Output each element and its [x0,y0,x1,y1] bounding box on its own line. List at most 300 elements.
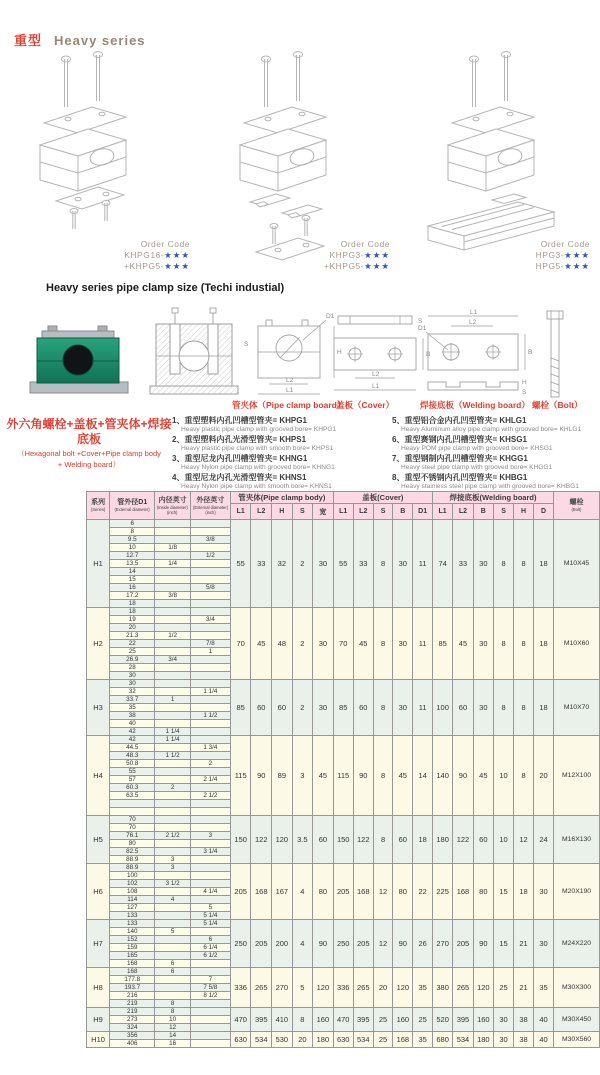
value-cell: 270 [272,968,293,1008]
value-cell: 45 [313,736,334,816]
dim-label: L2 [372,371,380,378]
clamp-cross-section-drawing [148,306,240,406]
header-pipe-clamp-body-group: 管夹体(Pipe clamp body) [230,492,333,504]
value-cell: 8 [373,680,393,736]
dim-label: S [418,318,423,325]
inch-inside-cell [155,936,190,944]
inch-outside-cell [190,808,230,816]
diameter-cell: 193.7 [110,984,155,992]
value-cell: 410 [272,1008,293,1032]
value-cell: 205 [353,920,373,968]
inch-inside-cell: 3 1/2 [155,880,190,888]
col-header: S [292,504,312,520]
value-cell: 265 [453,968,473,1008]
order-code-text: +KHPG5- [324,261,365,271]
header-outer-diameter: 管外径D1 (External diameter) [110,492,155,520]
caption-welding-board: 焊接底板（Welding board） [420,400,530,410]
value-cell: 150 [230,816,251,864]
value-cell: 60 [272,680,293,736]
table-row [87,920,600,928]
inch-outside-cell [190,576,230,584]
inch-outside-cell [190,872,230,880]
value-cell: 4 [292,864,312,920]
inch-inside-cell: 4 [155,896,190,904]
inch-inside-cell [155,664,190,672]
diameter-cell: 14 [110,568,155,576]
order-code-text: KHPG3- [329,250,365,260]
inch-inside-cell: 1 1/2 [155,752,190,760]
value-cell: 74 [432,520,452,608]
inch-inside-cell: 16 [155,1040,190,1048]
diameter-cell: 219 [110,1008,155,1016]
value-cell: 205 [230,864,251,920]
value-cell: 30 [534,864,554,920]
assembly-drawings-row [0,46,600,278]
value-cell: 25 [413,1008,433,1032]
inch-inside-cell: 1 1/4 [155,728,190,736]
diameter-cell: 38 [110,712,155,720]
inch-outside-cell: 5 1/4 [190,912,230,920]
series-cell: H3 [87,680,110,736]
value-cell: 395 [453,1008,473,1032]
dim-label: B [528,349,533,356]
inch-outside-cell [190,960,230,968]
diameter-cell: 22 [110,640,155,648]
value-cell: 11 [413,520,433,608]
dim-label: B [426,351,431,358]
inch-inside-cell: 3 [155,856,190,864]
value-cell: 26 [413,920,433,968]
diameter-cell: 33.7 [110,696,155,704]
inch-outside-cell: 3 [190,832,230,840]
value-cell: 8 [514,736,534,816]
exploded-view-clamp-weld-plates [222,50,372,266]
order-code-block-2 [324,239,390,272]
exploded-view-clamp-base-bolts [22,50,172,236]
value-cell: 80 [313,864,334,920]
inch-outside-cell [190,1032,230,1040]
value-cell: 30 [473,608,493,680]
inch-inside-cell [155,848,190,856]
inch-inside-cell: 3/8 [155,592,190,600]
inch-inside-cell [155,920,190,928]
inch-inside-cell [155,944,190,952]
value-cell: 3.5 [292,816,312,864]
value-cell: 24 [534,816,554,864]
order-code-label: Order Code [540,239,590,249]
value-cell: 85 [333,680,353,736]
diameter-cell: 30 [110,680,155,688]
inch-outside-cell: 8 1/2 [190,992,230,1000]
inch-inside-cell: 6 [155,968,190,976]
inch-inside-cell: 14 [155,1032,190,1040]
inch-outside-cell: 3 1/4 [190,848,230,856]
inch-inside-cell [155,536,190,544]
inch-inside-cell [155,672,190,680]
inch-outside-cell: 5 [190,904,230,912]
inch-outside-cell [190,1016,230,1024]
inch-outside-cell [190,704,230,712]
value-cell: 15 [494,920,514,968]
value-cell: 225 [432,864,452,920]
value-cell: 534 [453,1032,473,1048]
table-row [87,520,600,528]
inch-inside-cell: 1 [155,696,190,704]
diameter-cell: 21.3 [110,632,155,640]
value-cell: 115 [230,736,251,816]
col-header: S [494,504,514,520]
value-cell: 120 [473,968,493,1008]
inch-outside-cell: 3/4 [190,616,230,624]
dim-label: D1 [418,325,427,332]
value-cell: 115 [333,736,353,816]
inch-outside-cell [190,1000,230,1008]
inch-outside-cell [190,608,230,616]
value-cell: 120 [313,968,334,1008]
inch-inside-cell [155,528,190,536]
value-cell: 122 [353,816,373,864]
inch-inside-cell [155,704,190,712]
inch-inside-cell [155,792,190,800]
value-cell: 534 [353,1032,373,1048]
inch-outside-cell [190,752,230,760]
value-cell: 140 [432,736,452,816]
value-cell: 70 [333,608,353,680]
value-cell: 20 [534,736,554,816]
caption-bolt: 螺栓（Bolt） [532,400,583,410]
value-cell: 205 [333,864,353,920]
value-cell: 40 [534,1008,554,1032]
inch-outside-cell: 1 3/4 [190,744,230,752]
inch-inside-cell [155,992,190,1000]
composition-note-en1: （Hexagonal bolt +Cover+Pipe clamp body [17,449,161,458]
drawing-captions [0,399,600,413]
order-code-text: HPG5- [535,261,565,271]
inch-inside-cell: 8 [155,1008,190,1016]
value-cell: 11 [413,680,433,736]
diameter-cell: 88.9 [110,864,155,872]
inch-outside-cell [190,968,230,976]
inch-inside-cell [155,744,190,752]
order-code-stars: ★★★ [564,261,590,271]
value-cell: 80 [393,864,413,920]
col-header: S [373,504,393,520]
inch-outside-cell [190,736,230,744]
value-cell: 30 [393,608,413,680]
order-code-stars: ★★★ [164,250,190,260]
inch-inside-cell [155,976,190,984]
dim-label: L1 [470,309,478,316]
diameter-cell: 20 [110,624,155,632]
diameter-cell: 40 [110,720,155,728]
value-cell: 40 [534,1032,554,1048]
inch-outside-cell [190,680,230,688]
value-cell: 60 [251,680,272,736]
value-cell: 25 [494,968,514,1008]
inch-outside-cell [190,1008,230,1016]
diameter-cell: 26.9 [110,656,155,664]
inch-inside-cell [155,640,190,648]
value-cell: 33 [453,520,473,608]
inch-outside-cell: 1 1/4 [190,688,230,696]
value-cell: 80 [473,864,493,920]
order-code-stars: ★★★ [564,250,590,260]
value-cell: 8 [494,608,514,680]
inch-inside-cell [155,824,190,832]
inch-inside-cell: 10 [155,1016,190,1024]
inch-inside-cell [155,712,190,720]
dim-label: L1 [286,387,294,394]
size-table-body [87,520,600,1048]
value-cell: 180 [313,1032,334,1048]
value-cell: 12 [373,920,393,968]
inch-inside-cell [155,776,190,784]
inch-inside-cell [155,888,190,896]
value-cell: 630 [230,1032,251,1048]
value-cell: 11 [413,608,433,680]
inch-outside-cell [190,520,230,528]
diameter-cell: 32 [110,688,155,696]
value-cell: 30 [494,1008,514,1032]
bolt-cell: M12X100 [554,736,600,816]
inch-outside-cell: 7 5/8 [190,984,230,992]
value-cell: 30 [313,520,334,608]
order-code-text: HPG3- [535,250,565,260]
value-cell: 48 [272,608,293,680]
header-outer-inch: 外径英寸 (External diameter) (inch) [190,492,230,520]
series-cell: H8 [87,968,110,1008]
order-code-text: KHPG16- [124,250,165,260]
value-cell: 21 [514,968,534,1008]
value-cell: 20 [373,968,393,1008]
value-cell: 30 [393,680,413,736]
value-cell: 90 [473,920,493,968]
diameter-cell: 76.1 [110,832,155,840]
value-cell: 122 [453,816,473,864]
inch-outside-cell: 5/8 [190,584,230,592]
series-cell: H9 [87,1008,110,1032]
inch-outside-cell: 1 1/2 [190,712,230,720]
value-cell: 60 [313,816,334,864]
order-code-stars: ★★★ [364,250,390,260]
diameter-cell: 42 [110,736,155,744]
diameter-cell: 44.5 [110,744,155,752]
value-cell: 180 [473,1032,493,1048]
inch-outside-cell [190,568,230,576]
inch-inside-cell: 1/8 [155,544,190,552]
inch-inside-cell [155,720,190,728]
dim-label: H [337,349,342,356]
inch-outside-cell: 1/2 [190,552,230,560]
value-cell: 470 [230,1008,251,1032]
col-header: H [514,504,534,520]
diameter-cell: 8 [110,528,155,536]
list-item: 5、重型铝合金内孔凹型管夹= KHLG1 Heavy Aluminum alloy pipe clamp with grooved bore= KHLG1 [392,416,582,433]
table-row [87,736,600,744]
value-cell: 160 [313,1008,334,1032]
value-cell: 30 [473,520,493,608]
value-cell: 205 [453,920,473,968]
inch-inside-cell: 2 1/2 [155,832,190,840]
diameter-cell: 30 [110,672,155,680]
caption-pipe-clamp-body: 管夹体（Pipe clamp board） [232,400,346,410]
diameter-cell: 42 [110,728,155,736]
value-cell: 3 [292,736,312,816]
value-cell: 8 [514,680,534,736]
col-header: L2 [251,504,272,520]
inch-outside-cell: 2 1/4 [190,776,230,784]
order-code-stars: ★★★ [164,261,190,271]
value-cell: 5 [292,968,312,1008]
value-cell: 32 [272,520,293,608]
dim-label: L2 [469,319,477,326]
page-title-cn: 重型 [14,33,43,48]
col-header: D1 [413,504,433,520]
value-cell: 89 [272,736,293,816]
table-row [87,864,600,872]
inch-inside-cell [155,952,190,960]
inch-inside-cell [155,800,190,808]
bolt-cell: M30X300 [554,968,600,1008]
bolt-cell: M16X130 [554,816,600,864]
inch-outside-cell [190,672,230,680]
value-cell: 8 [373,816,393,864]
list-item: 2、重型塑料内孔光滑型管夹= KHPS1 Heavy plastic pipe clamp with smooth bore= KHPS1 [172,435,334,452]
inch-outside-cell [190,928,230,936]
diameter-cell: 80 [110,840,155,848]
inch-outside-cell [190,800,230,808]
product-list-right [392,416,598,492]
diameter-cell: 15 [110,576,155,584]
diameter-cell: 48.3 [110,752,155,760]
header-welding-board-group: 焊接底板(Welding board) [432,492,553,504]
value-cell: 45 [251,608,272,680]
inch-inside-cell: 8 [155,1000,190,1008]
diameter-cell: 28 [110,664,155,672]
col-header: H [272,504,293,520]
diameter-cell: 102 [110,880,155,888]
value-cell: 630 [333,1032,353,1048]
order-code-stars: ★★★ [364,261,390,271]
diameter-cell: 140 [110,928,155,936]
table-row [87,680,600,688]
diameter-cell [110,800,155,808]
diameter-cell: 18 [110,600,155,608]
value-cell: 14 [413,736,433,816]
diameter-cell: 13.5 [110,560,155,568]
bolt-cell: M10X60 [554,608,600,680]
bolt-cell: M20X190 [554,864,600,920]
inch-inside-cell [155,984,190,992]
value-cell: 33 [251,520,272,608]
col-header: 宽 [313,504,334,520]
value-cell: 520 [432,1008,452,1032]
value-cell: 122 [251,816,272,864]
diameter-cell: 219 [110,1000,155,1008]
value-cell: 530 [272,1032,293,1048]
inch-inside-cell [155,688,190,696]
value-cell: 90 [313,920,334,968]
table-row [87,816,600,824]
diameter-cell: 165 [110,952,155,960]
value-cell: 12 [373,864,393,920]
value-cell: 18 [534,680,554,736]
inch-outside-cell: 2 1/2 [190,792,230,800]
inch-inside-cell: 6 [155,960,190,968]
diameter-cell: 19 [110,616,155,624]
value-cell: 2 [292,608,312,680]
value-cell: 8 [292,1008,312,1032]
bolt-cell: M10X45 [554,520,600,608]
inch-inside-cell [155,616,190,624]
inch-outside-cell [190,1040,230,1048]
value-cell: 336 [230,968,251,1008]
list-item: 7、重型钢制内孔凹槽型管夹= KHGG1 Heavy steel pipe clamp with grooved bore= KHGG1 [392,454,553,471]
table-row [87,608,600,616]
value-cell: 680 [432,1032,452,1048]
diameter-cell: 17.2 [110,592,155,600]
value-cell: 60 [473,816,493,864]
composition-note-cn: 外六角螺栓+盖板+管夹体+焊接底板 [6,417,172,446]
diameter-cell: 127 [110,904,155,912]
value-cell: 8 [373,608,393,680]
list-item: 3、重型尼龙内孔凹槽型管夹= KHNG1 Heavy Nylon pipe clamp with grooved bore= KHNG1 [172,454,335,471]
value-cell: 60 [393,816,413,864]
inch-inside-cell [155,680,190,688]
col-header: B [393,504,413,520]
value-cell: 205 [251,920,272,968]
inch-outside-cell [190,856,230,864]
value-cell: 18 [413,816,433,864]
diameter-cell: 100 [110,872,155,880]
value-cell: 21 [514,920,534,968]
inch-outside-cell [190,864,230,872]
dim-label: L1 [372,383,380,390]
value-cell: 168 [393,1032,413,1048]
value-cell: 55 [230,520,251,608]
header-inner-inch: 内径英寸 (Inside diameter) (inch) [155,492,190,520]
list-item: 8、重型不锈钢内孔凹型管夹= KHBG1 Heavy stainless steel pipe clamp with grooved bore= KHBG1 [392,473,579,490]
diameter-cell: 12.7 [110,552,155,560]
value-cell: 150 [333,816,353,864]
value-cell: 90 [353,736,373,816]
value-cell: 70 [230,608,251,680]
inch-inside-cell: 12 [155,1024,190,1032]
inch-inside-cell [155,552,190,560]
inch-outside-cell [190,720,230,728]
inch-outside-cell [190,768,230,776]
inch-inside-cell [155,568,190,576]
col-header: B [473,504,493,520]
bolt-drawing [540,308,570,406]
inch-outside-cell [190,1024,230,1032]
value-cell: 395 [353,1008,373,1032]
inch-outside-cell: 1 [190,648,230,656]
diameter-cell: 168 [110,960,155,968]
inch-inside-cell: 3/4 [155,656,190,664]
value-cell: 160 [473,1008,493,1032]
value-cell: 10 [494,736,514,816]
inch-outside-cell: 5 1/4 [190,920,230,928]
product-list-left [172,416,390,492]
value-cell: 168 [453,864,473,920]
value-cell: 2 [292,520,312,608]
value-cell: 8 [514,520,534,608]
diameter-cell: 88.9 [110,856,155,864]
value-cell: 85 [230,680,251,736]
bolt-cell: M24X220 [554,920,600,968]
value-cell: 30 [393,520,413,608]
